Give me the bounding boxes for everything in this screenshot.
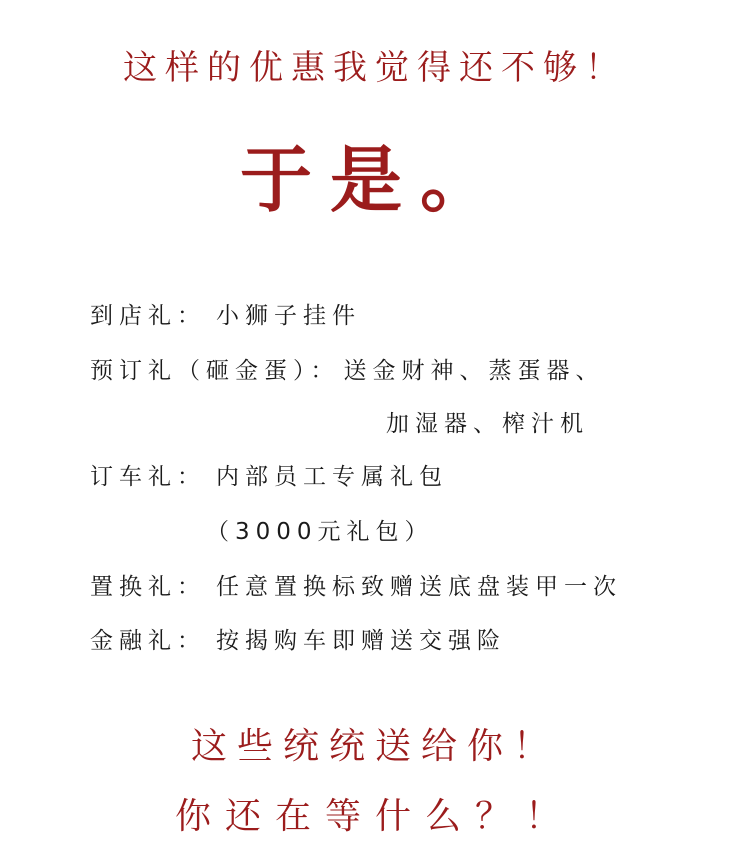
gift-tradein-row: [90, 568, 622, 601]
gift-finance-value: 按揭购车即赠送交强险: [216, 628, 506, 654]
gift-tradein-label: 置换礼：: [90, 574, 206, 600]
headline-bottom-2: 你还在等什么？！: [174, 796, 575, 837]
gift-finance-row: [90, 622, 506, 655]
gift-booking-label: 预订礼（砸金蛋）：: [90, 358, 340, 384]
gift-store-value: 小狮子挂件: [216, 303, 361, 329]
gift-booking-row: [90, 352, 605, 385]
headline-top: 这样的优惠我觉得还不够！: [123, 48, 627, 88]
gift-finance-label: 金融礼：: [90, 628, 206, 654]
gift-purchase-row: [90, 458, 448, 491]
headline-bottom-1: 这些统统送给你！: [190, 726, 559, 767]
gift-purchase-value-line2: （3000元礼包）: [206, 519, 434, 545]
headline-big: 于是。: [239, 138, 510, 222]
gift-store-label: 到店礼：: [90, 303, 206, 329]
gift-booking-value-line2: 加湿器、榨汁机: [386, 411, 589, 437]
gift-purchase-label: 订车礼：: [90, 464, 206, 490]
gift-purchase-value: 内部员工专属礼包: [216, 464, 448, 490]
gift-tradein-value: 任意置换标致赠送底盘装甲一次: [216, 574, 622, 600]
gift-store-row: [90, 297, 361, 330]
gift-booking-value: 送金财神、蒸蛋器、: [343, 358, 605, 384]
